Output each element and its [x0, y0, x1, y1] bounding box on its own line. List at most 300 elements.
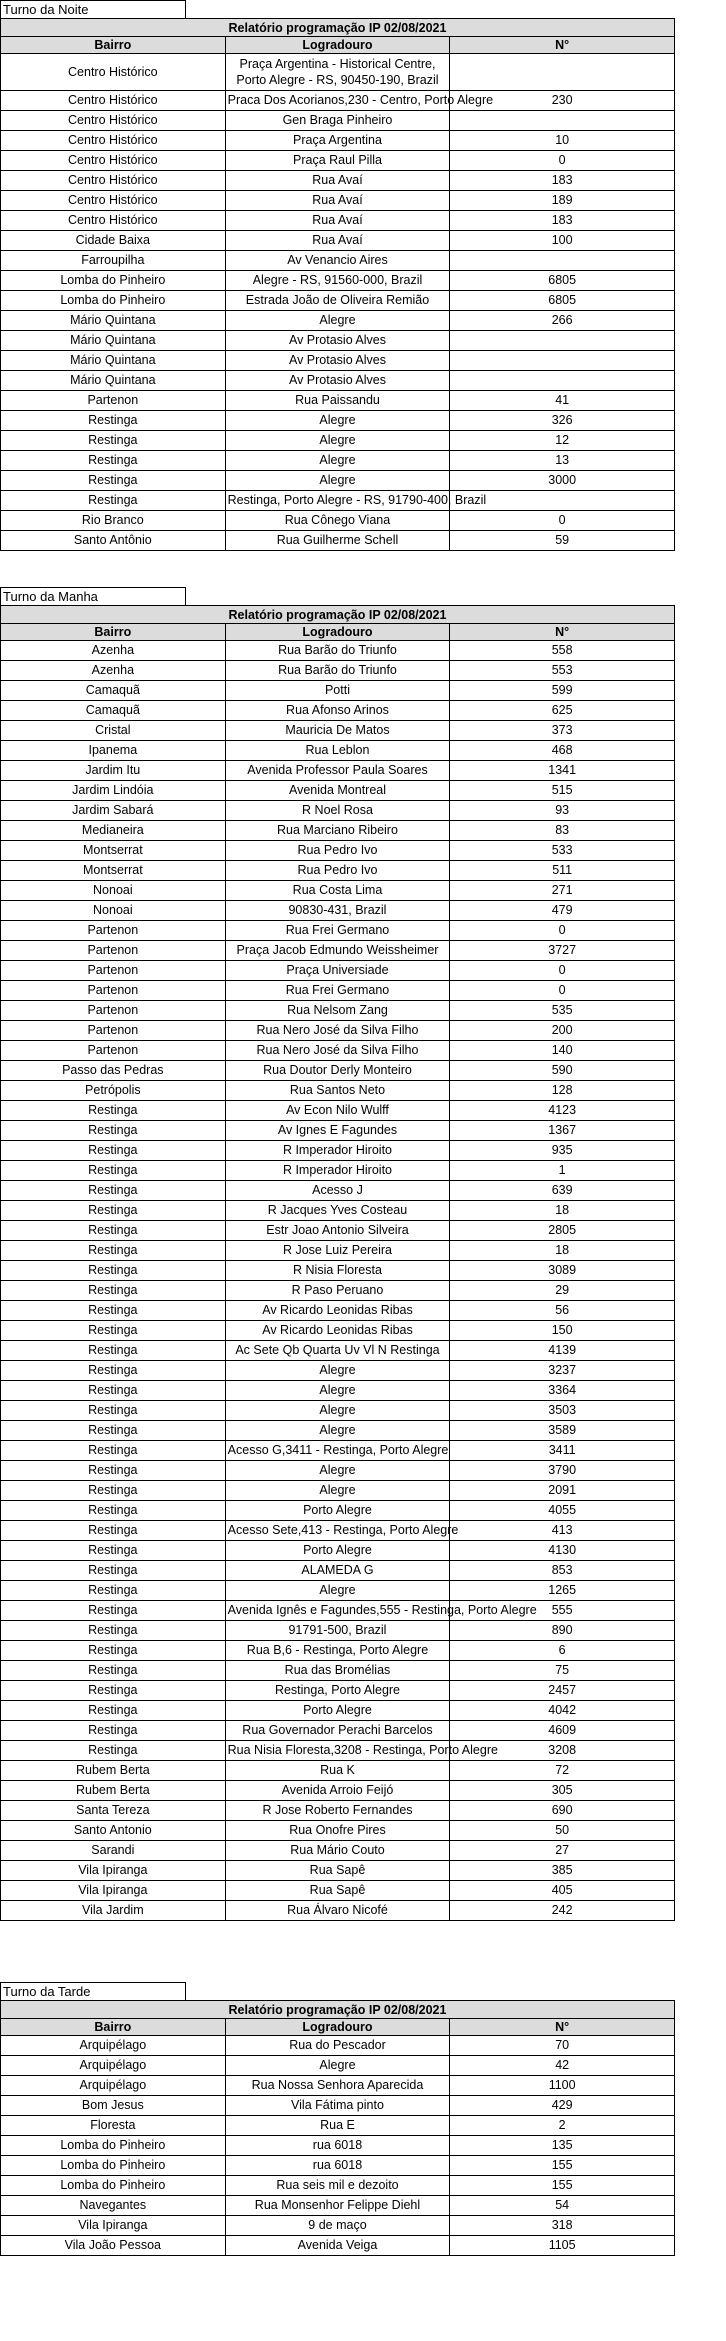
logradouro-cell: Rua B,6 - Restinga, Porto Alegre [225, 1641, 450, 1661]
logradouro-cell: Av Venancio Aires [225, 251, 450, 271]
logradouro-cell: Avenida Ignês e Fagundes,555 - Restinga, Porto Alegre [225, 1601, 450, 1621]
logradouro-cell: rua 6018 [225, 2136, 450, 2156]
numero-cell: 41 [450, 391, 675, 411]
table-row [1, 2076, 675, 2096]
numero-cell: 326 [450, 411, 675, 431]
logradouro-cell: Rua Avaí [225, 171, 450, 191]
logradouro-cell: Alegre [225, 451, 450, 471]
bairro-cell: Arquipélago [1, 2036, 226, 2056]
bairro-cell: Partenon [1, 921, 226, 941]
logradouro-cell: Rua Governador Perachi Barcelos [225, 1721, 450, 1741]
bairro-cell: Restinga [1, 1441, 226, 1461]
table-row [1, 781, 675, 801]
bairro-cell: Passo das Pedras [1, 1061, 226, 1081]
logradouro-cell: Alegre [225, 2056, 450, 2076]
column-header-numero: N° [450, 37, 675, 54]
logradouro-cell: Vila Fátima pinto [225, 2096, 450, 2116]
bairro-cell: Restinga [1, 1481, 226, 1501]
bairro-cell: Rubem Berta [1, 1781, 226, 1801]
bairro-cell: Azenha [1, 661, 226, 681]
bairro-cell: Vila Ipiranga [1, 2216, 226, 2236]
bairro-cell: Restinga [1, 1581, 226, 1601]
numero-cell [450, 111, 675, 131]
bairro-cell: Rubem Berta [1, 1761, 226, 1781]
bairro-cell: Restinga [1, 1321, 226, 1341]
report-table [0, 2000, 675, 2256]
numero-cell: 1100 [450, 2076, 675, 2096]
logradouro-cell: Alegre [225, 1401, 450, 1421]
logradouro-cell: Alegre [225, 1381, 450, 1401]
table-row [1, 91, 675, 111]
bairro-cell: Restinga [1, 1261, 226, 1281]
table-row [1, 1441, 675, 1461]
logradouro-cell: Alegre [225, 1361, 450, 1381]
numero-cell: 271 [450, 881, 675, 901]
bairro-cell: Centro Histórico [1, 91, 226, 111]
table-row [1, 2216, 675, 2236]
numero-cell: 242 [450, 1901, 675, 1921]
logradouro-cell: Gen Braga Pinheiro [225, 111, 450, 131]
table-row [1, 351, 675, 371]
table-row [1, 961, 675, 981]
numero-cell: 266 [450, 311, 675, 331]
logradouro-cell: R Noel Rosa [225, 801, 450, 821]
numero-cell: 100 [450, 231, 675, 251]
logradouro-cell: Av Econ Nilo Wulff [225, 1101, 450, 1121]
numero-cell [450, 331, 675, 351]
bairro-cell: Petrópolis [1, 1081, 226, 1101]
numero-cell: 4130 [450, 1541, 675, 1561]
bairro-cell: Nonoai [1, 901, 226, 921]
table-row [1, 681, 675, 701]
table-row [1, 211, 675, 231]
bairro-cell: Cidade Baixa [1, 231, 226, 251]
table-row [1, 411, 675, 431]
column-header-logradouro: Logradouro [225, 37, 450, 54]
logradouro-cell: Rua Guilherme Schell [225, 531, 450, 551]
numero-cell: 0 [450, 921, 675, 941]
table-row [1, 371, 675, 391]
table-row [1, 901, 675, 921]
logradouro-cell: 91791-500, Brazil [225, 1621, 450, 1641]
bairro-cell: Partenon [1, 1021, 226, 1041]
numero-cell: 75 [450, 1661, 675, 1681]
logradouro-cell: Avenida Professor Paula Soares [225, 761, 450, 781]
bairro-cell: Restinga [1, 1241, 226, 1261]
bairro-cell: Centro Histórico [1, 211, 226, 231]
column-header-bairro: Bairro [1, 37, 226, 54]
numero-cell: 479 [450, 901, 675, 921]
numero-cell: 2 [450, 2116, 675, 2136]
logradouro-cell: Av Protasio Alves [225, 371, 450, 391]
bairro-cell: Restinga [1, 1661, 226, 1681]
logradouro-cell: Rua Sapê [225, 1861, 450, 1881]
table-row [1, 2236, 675, 2256]
logradouro-cell: Porto Alegre [225, 1541, 450, 1561]
logradouro-cell: Rua Santos Neto [225, 1081, 450, 1101]
bairro-cell: Restinga [1, 1201, 226, 1221]
bairro-cell: Azenha [1, 641, 226, 661]
numero-cell: 533 [450, 841, 675, 861]
column-header-bairro: Bairro [1, 2019, 226, 2036]
bairro-cell: Centro Histórico [1, 151, 226, 171]
table-row [1, 641, 675, 661]
numero-cell: 54 [450, 2196, 675, 2216]
bairro-cell: Partenon [1, 961, 226, 981]
numero-cell: 3589 [450, 1421, 675, 1441]
logradouro-cell: Rua Barão do Triunfo [225, 661, 450, 681]
table-row [1, 1401, 675, 1421]
numero-cell: 72 [450, 1761, 675, 1781]
logradouro-cell: 90830-431, Brazil [225, 901, 450, 921]
table-row [1, 801, 675, 821]
table-row [1, 881, 675, 901]
table-row [1, 111, 675, 131]
table-row [1, 2096, 675, 2116]
table-row [1, 151, 675, 171]
bairro-cell: Nonoai [1, 881, 226, 901]
table-row [1, 331, 675, 351]
logradouro-cell: Alegre [225, 1581, 450, 1601]
table-row [1, 131, 675, 151]
logradouro-cell: R Jose Luiz Pereira [225, 1241, 450, 1261]
bairro-cell: Partenon [1, 391, 226, 411]
bairro-cell: Centro Histórico [1, 191, 226, 211]
numero-cell: 183 [450, 171, 675, 191]
logradouro-cell: Rua Barão do Triunfo [225, 641, 450, 661]
logradouro-cell: Praça Raul Pilla [225, 151, 450, 171]
bairro-cell: Restinga [1, 1701, 226, 1721]
logradouro-cell: Avenida Veiga [225, 2236, 450, 2256]
bairro-cell: Restinga [1, 411, 226, 431]
table-row [1, 231, 675, 251]
numero-cell: 853 [450, 1561, 675, 1581]
logradouro-cell: Rua Nero José da Silva Filho [225, 1021, 450, 1041]
bairro-cell: Centro Histórico [1, 131, 226, 151]
table-row [1, 1701, 675, 1721]
numero-cell: 10 [450, 131, 675, 151]
numero-cell [450, 251, 675, 271]
table-row [1, 1601, 675, 1621]
bairro-cell: Restinga [1, 1421, 226, 1441]
table-row [1, 1741, 675, 1761]
numero-cell: 468 [450, 741, 675, 761]
bairro-cell: Restinga [1, 1381, 226, 1401]
bairro-cell: Jardim Lindóia [1, 781, 226, 801]
logradouro-cell: Rua do Pescador [225, 2036, 450, 2056]
logradouro-cell: Rua Afonso Arinos [225, 701, 450, 721]
bairro-cell: Farroupilha [1, 251, 226, 271]
logradouro-cell: Av Protasio Alves [225, 351, 450, 371]
table-row [1, 2056, 675, 2076]
numero-cell: 6805 [450, 291, 675, 311]
table-row [1, 1121, 675, 1141]
numero-cell: 0 [450, 981, 675, 1001]
table-row [1, 271, 675, 291]
table-row [1, 1721, 675, 1741]
table-row [1, 1821, 675, 1841]
numero-cell: 70 [450, 2036, 675, 2056]
table-row [1, 1281, 675, 1301]
table-row [1, 1341, 675, 1361]
bairro-cell: Montserrat [1, 841, 226, 861]
numero-cell: 0 [450, 961, 675, 981]
table-row [1, 1361, 675, 1381]
table-row [1, 861, 675, 881]
numero-cell: 555 [450, 1601, 675, 1621]
logradouro-cell: Rua Cônego Viana [225, 511, 450, 531]
logradouro-cell: Alegre - RS, 91560-000, Brazil [225, 271, 450, 291]
table-row [1, 1041, 675, 1061]
table-row [1, 661, 675, 681]
numero-cell: 83 [450, 821, 675, 841]
logradouro-cell: rua 6018 [225, 2156, 450, 2176]
table-row [1, 1641, 675, 1661]
numero-cell: 4123 [450, 1101, 675, 1121]
bairro-cell: Restinga [1, 431, 226, 451]
table-row [1, 491, 675, 511]
logradouro-cell: Estr Joao Antonio Silveira [225, 1221, 450, 1241]
numero-cell: 318 [450, 2216, 675, 2236]
logradouro-cell: Praça Argentina - Historical Centre, Porto Alegre - RS, 90450-190, Brazil [225, 54, 450, 91]
bairro-cell: Restinga [1, 1601, 226, 1621]
logradouro-cell: R Imperador Hiroito [225, 1141, 450, 1161]
logradouro-cell: ALAMEDA G [225, 1561, 450, 1581]
numero-cell: 511 [450, 861, 675, 881]
table-row [1, 531, 675, 551]
bairro-cell: Restinga [1, 1541, 226, 1561]
logradouro-cell: Estrada João de Oliveira Remião [225, 291, 450, 311]
numero-cell: 230 [450, 91, 675, 111]
table-row [1, 941, 675, 961]
bairro-cell: Medianeira [1, 821, 226, 841]
numero-cell: 150 [450, 1321, 675, 1341]
logradouro-cell: Alegre [225, 1481, 450, 1501]
numero-cell: 405 [450, 1881, 675, 1901]
numero-cell [450, 351, 675, 371]
logradouro-cell: Rua Nisia Floresta,3208 - Restinga, Porto Alegre [225, 1741, 450, 1761]
bairro-cell: Centro Histórico [1, 54, 226, 91]
logradouro-cell: Restinga, Porto Alegre - RS, 91790-400, Brazil [225, 491, 450, 511]
bairro-cell: Restinga [1, 491, 226, 511]
numero-cell [450, 54, 675, 91]
logradouro-cell: Alegre [225, 411, 450, 431]
logradouro-cell: Rua Marciano Ribeiro [225, 821, 450, 841]
numero-cell: 305 [450, 1781, 675, 1801]
bairro-cell: Santa Tereza [1, 1801, 226, 1821]
bairro-cell: Camaquã [1, 701, 226, 721]
table-row [1, 1621, 675, 1641]
section-noite [0, 0, 675, 551]
logradouro-cell: Acesso G,3411 - Restinga, Porto Alegre [225, 1441, 450, 1461]
table-row [1, 1881, 675, 1901]
bairro-cell: Restinga [1, 1681, 226, 1701]
logradouro-cell: Rua Monsenhor Felippe Diehl [225, 2196, 450, 2216]
numero-cell: 429 [450, 2096, 675, 2116]
logradouro-cell: Rua Paissandu [225, 391, 450, 411]
bairro-cell: Restinga [1, 1181, 226, 1201]
numero-cell: 413 [450, 1521, 675, 1541]
bairro-cell: Camaquã [1, 681, 226, 701]
table-row [1, 1241, 675, 1261]
bairro-cell: Ipanema [1, 741, 226, 761]
bairro-cell: Vila Jardim [1, 1901, 226, 1921]
bairro-cell: Lomba do Pinheiro [1, 2156, 226, 2176]
numero-cell: 140 [450, 1041, 675, 1061]
logradouro-cell: Praca Dos Acorianos,230 - Centro, Porto Alegre [225, 91, 450, 111]
table-row [1, 1681, 675, 1701]
numero-cell: 18 [450, 1201, 675, 1221]
table-row [1, 1521, 675, 1541]
logradouro-cell: Mauricia De Matos [225, 721, 450, 741]
table-row [1, 721, 675, 741]
turno-label: Turno da Manha [0, 587, 186, 605]
numero-cell: 0 [450, 511, 675, 531]
numero-cell: 13 [450, 451, 675, 471]
logradouro-cell: Rua Nero José da Silva Filho [225, 1041, 450, 1061]
logradouro-cell: Rua Mário Couto [225, 1841, 450, 1861]
numero-cell: 558 [450, 641, 675, 661]
numero-cell: 3000 [450, 471, 675, 491]
bairro-cell: Lomba do Pinheiro [1, 271, 226, 291]
table-row [1, 1301, 675, 1321]
bairro-cell: Lomba do Pinheiro [1, 291, 226, 311]
logradouro-cell: Av Ignes E Fagundes [225, 1121, 450, 1141]
table-row [1, 821, 675, 841]
numero-cell: 183 [450, 211, 675, 231]
logradouro-cell: Alegre [225, 1461, 450, 1481]
bairro-cell: Restinga [1, 1341, 226, 1361]
numero-cell: 29 [450, 1281, 675, 1301]
logradouro-cell: Rua Costa Lima [225, 881, 450, 901]
bairro-cell: Montserrat [1, 861, 226, 881]
logradouro-cell: Restinga, Porto Alegre [225, 1681, 450, 1701]
numero-cell: 1105 [450, 2236, 675, 2256]
column-header-logradouro: Logradouro [225, 2019, 450, 2036]
numero-cell: 4609 [450, 1721, 675, 1741]
table-row [1, 2136, 675, 2156]
logradouro-cell: Rua Avaí [225, 231, 450, 251]
table-row [1, 2036, 675, 2056]
numero-cell: 50 [450, 1821, 675, 1841]
table-row [1, 2196, 675, 2216]
logradouro-cell: Rua Avaí [225, 191, 450, 211]
bairro-cell: Jardim Itu [1, 761, 226, 781]
column-header-bairro: Bairro [1, 624, 226, 641]
numero-cell: 553 [450, 661, 675, 681]
logradouro-cell: Rua Onofre Pires [225, 1821, 450, 1841]
logradouro-cell: R Paso Peruano [225, 1281, 450, 1301]
numero-cell: 599 [450, 681, 675, 701]
column-header-numero: N° [450, 2019, 675, 2036]
numero-cell: 890 [450, 1621, 675, 1641]
bairro-cell: Floresta [1, 2116, 226, 2136]
table-row [1, 1801, 675, 1821]
logradouro-cell: R Jose Roberto Fernandes [225, 1801, 450, 1821]
table-row [1, 1481, 675, 1501]
bairro-cell: Restinga [1, 1461, 226, 1481]
numero-cell: 1 [450, 1161, 675, 1181]
table-row [1, 1901, 675, 1921]
logradouro-cell: Alegre [225, 471, 450, 491]
logradouro-cell: R Imperador Hiroito [225, 1161, 450, 1181]
bairro-cell: Restinga [1, 1621, 226, 1641]
numero-cell: 935 [450, 1141, 675, 1161]
bairro-cell: Restinga [1, 1741, 226, 1761]
table-row [1, 1101, 675, 1121]
table-row [1, 1861, 675, 1881]
numero-cell: 3208 [450, 1741, 675, 1761]
numero-cell: 6805 [450, 271, 675, 291]
numero-cell: 515 [450, 781, 675, 801]
numero-cell: 12 [450, 431, 675, 451]
table-row [1, 171, 675, 191]
logradouro-cell: Rua seis mil e dezoito [225, 2176, 450, 2196]
logradouro-cell: Av Protasio Alves [225, 331, 450, 351]
numero-cell: 2805 [450, 1221, 675, 1241]
numero-cell: 1367 [450, 1121, 675, 1141]
report-title: Relatório programação IP 02/08/2021 [1, 2001, 675, 2019]
logradouro-cell: Praça Universiade [225, 961, 450, 981]
logradouro-cell: Avenida Arroio Feijó [225, 1781, 450, 1801]
numero-cell: 27 [450, 1841, 675, 1861]
report-title: Relatório programação IP 02/08/2021 [1, 606, 675, 624]
numero-cell: 2091 [450, 1481, 675, 1501]
logradouro-cell: Alegre [225, 431, 450, 451]
logradouro-cell: Acesso J [225, 1181, 450, 1201]
table-row [1, 391, 675, 411]
numero-cell: 42 [450, 2056, 675, 2076]
bairro-cell: Lomba do Pinheiro [1, 2136, 226, 2156]
numero-cell: 4055 [450, 1501, 675, 1521]
bairro-cell: Arquipélago [1, 2076, 226, 2096]
table-row [1, 701, 675, 721]
logradouro-cell: Potti [225, 681, 450, 701]
logradouro-cell: Praça Jacob Edmundo Weissheimer [225, 941, 450, 961]
numero-cell: 3411 [450, 1441, 675, 1461]
table-row [1, 1201, 675, 1221]
logradouro-cell: Porto Alegre [225, 1701, 450, 1721]
bairro-cell: Lomba do Pinheiro [1, 2176, 226, 2196]
numero-cell: 690 [450, 1801, 675, 1821]
table-row [1, 1661, 675, 1681]
numero-cell: 189 [450, 191, 675, 211]
logradouro-cell: 9 de maço [225, 2216, 450, 2236]
numero-cell: 135 [450, 2136, 675, 2156]
table-row [1, 921, 675, 941]
table-row [1, 54, 675, 91]
bairro-cell: Restinga [1, 1401, 226, 1421]
logradouro-cell: Avenida Montreal [225, 781, 450, 801]
bairro-cell: Mário Quintana [1, 371, 226, 391]
table-row [1, 1221, 675, 1241]
bairro-cell: Centro Histórico [1, 111, 226, 131]
numero-cell: 639 [450, 1181, 675, 1201]
column-header-logradouro: Logradouro [225, 624, 450, 641]
bairro-cell: Rio Branco [1, 511, 226, 531]
column-header-numero: N° [450, 624, 675, 641]
numero-cell: 625 [450, 701, 675, 721]
numero-cell: 59 [450, 531, 675, 551]
bairro-cell: Sarandi [1, 1841, 226, 1861]
bairro-cell: Restinga [1, 1501, 226, 1521]
table-row [1, 251, 675, 271]
bairro-cell: Restinga [1, 1301, 226, 1321]
report-title: Relatório programação IP 02/08/2021 [1, 19, 675, 37]
table-row [1, 841, 675, 861]
logradouro-cell: Porto Alegre [225, 1501, 450, 1521]
bairro-cell: Restinga [1, 1561, 226, 1581]
